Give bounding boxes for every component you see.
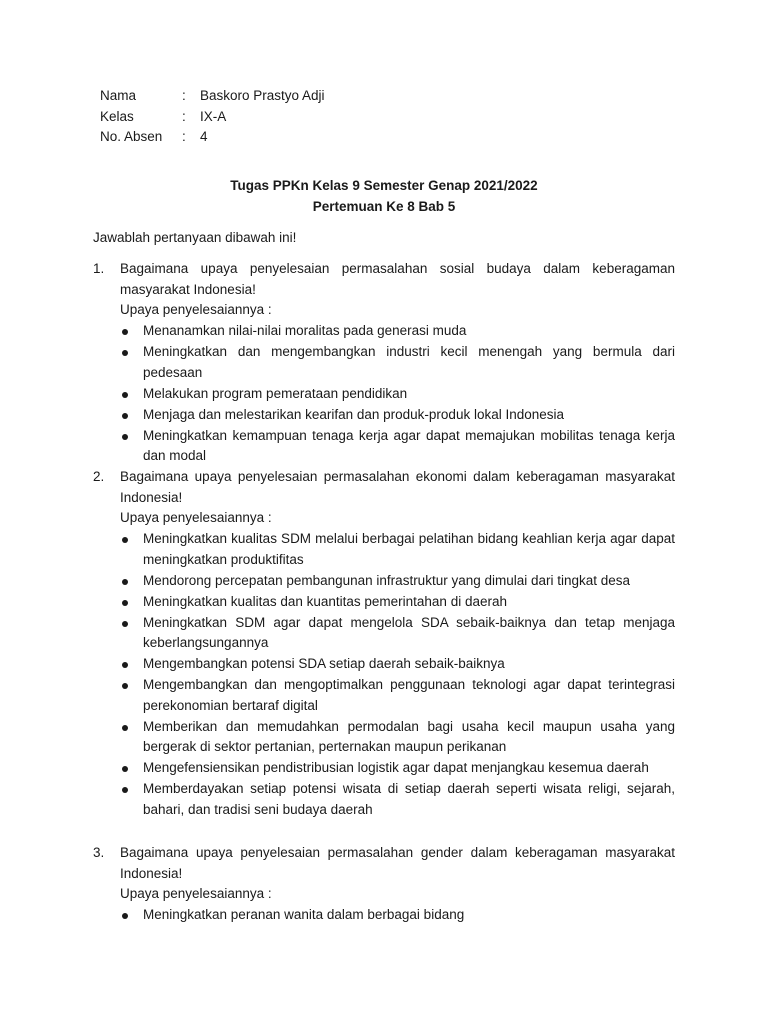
answer-list <box>120 905 675 926</box>
answer-list <box>120 321 675 467</box>
list-item <box>120 592 675 613</box>
instruction-text: Jawablah pertanyaan dibawah ini! <box>93 230 297 245</box>
document-subtitle: Pertemuan Ke 8 Bab 5 <box>312 199 456 214</box>
bullet-icon <box>122 434 128 440</box>
list-item <box>120 675 675 716</box>
bullet-icon <box>122 537 128 543</box>
list-item <box>120 758 675 779</box>
question-text: Bagaimana upaya penyelesaian permasalahan gender dalam keberagaman masyarakat Indonesia! <box>120 845 675 881</box>
question-number: 3. <box>93 845 105 860</box>
list-item <box>120 717 675 758</box>
answer-text: Memberdayakan setiap potensi wisata di setiap daerah seperti wisata religi, sejarah, bahari, dan tradisi seni budaya daerah <box>143 781 675 817</box>
answer-text: Meningkatkan kualitas SDM melalui berbagai pelatihan bidang keahlian kerja agar dapat meningkatkan produktifitas <box>143 531 675 567</box>
question-3 <box>93 843 675 926</box>
list-item <box>120 405 675 426</box>
identity-value: Baskoro Prastyo Adji <box>200 88 325 103</box>
question-text: Bagaimana upaya penyelesaian permasalahan sosial budaya dalam keberagaman masyarakat Indonesia! <box>120 261 675 297</box>
bullet-icon <box>122 913 128 919</box>
answer-heading: Upaya penyelesaiannya : <box>120 886 272 901</box>
document-title: Tugas PPKn Kelas 9 Semester Genap 2021/2022 <box>230 178 538 193</box>
identity-colon: : <box>182 88 186 103</box>
bullet-icon <box>122 621 128 627</box>
bullet-icon <box>122 725 128 731</box>
list-item <box>120 654 675 675</box>
bullet-icon <box>122 329 128 335</box>
answer-text: Menjaga dan melestarikan kearifan dan produk-produk lokal Indonesia <box>143 406 565 422</box>
question-number: 2. <box>93 469 105 484</box>
answer-text: Mengefensiensikan pendistribusian logistik agar dapat menjangkau kesemua daerah <box>143 760 649 775</box>
bullet-icon <box>122 392 128 398</box>
answer-text: Meningkatkan peranan wanita dalam berbagai bidang <box>143 907 465 922</box>
identity-label: Kelas <box>100 108 134 124</box>
bullet-icon <box>122 787 128 793</box>
answer-heading: Upaya penyelesaiannya : <box>120 510 272 525</box>
identity-label: Nama <box>100 88 137 103</box>
bullet-icon <box>122 683 128 689</box>
list-item <box>120 571 675 592</box>
identity-colon: : <box>182 108 186 124</box>
answer-text: Memberikan dan memudahkan permodalan bagi usaha kecil maupun usaha yang bergerak di sektor pertanian, perternakan maupun perikanan <box>143 718 675 754</box>
bullet-icon <box>122 350 128 356</box>
list-item <box>120 384 675 405</box>
answer-text: Mendorong percepatan pembangunan infrastruktur yang dimulai dari tingkat desa <box>143 572 631 588</box>
list-item <box>120 905 675 926</box>
bullet-icon <box>122 600 128 606</box>
question-text: Bagaimana upaya penyelesaian permasalahan ekonomi dalam keberagaman masyarakat Indonesia! <box>120 469 675 505</box>
answer-text: Mengembangkan potensi SDA setiap daerah sebaik-baiknya <box>143 656 505 671</box>
list-item <box>120 321 675 342</box>
bullet-icon <box>122 579 128 585</box>
answer-text: Meningkatkan kualitas dan kuantitas pemerintahan di daerah <box>143 593 507 609</box>
bullet-icon <box>122 766 128 772</box>
answer-heading: Upaya penyelesaiannya : <box>120 302 272 317</box>
question-2 <box>93 467 675 820</box>
bullet-icon <box>122 662 128 668</box>
identity-value: IX-A <box>200 108 227 124</box>
list-item <box>120 779 675 820</box>
question-number: 1. <box>93 261 105 276</box>
bullet-icon <box>122 413 128 419</box>
list-item <box>120 529 675 570</box>
identity-label: No. Absen <box>100 129 163 144</box>
answer-text: Menanamkan nilai-nilai moralitas pada generasi muda <box>143 323 467 338</box>
answer-list <box>120 529 675 820</box>
answer-text: Meningkatkan kemampuan tenaga kerja agar dapat memajukan mobilitas tenaga kerja dan modal <box>143 427 675 463</box>
answer-text: Meningkatkan dan mengembangkan industri kecil menengah yang bermula dari pedesaan <box>143 344 675 380</box>
question-1 <box>93 259 675 467</box>
answer-text: Meningkatkan SDM agar dapat mengelola SDA sebaik-baiknya dan tetap menjaga keberlangsungannya <box>143 614 675 650</box>
list-item <box>120 342 675 383</box>
answer-text: Melakukan program pemerataan pendidikan <box>143 385 408 401</box>
answer-text: Mengembangkan dan mengoptimalkan penggunaan teknologi agar dapat terintegrasi perekonomian bertaraf digital <box>143 677 675 713</box>
identity-value: 4 <box>200 129 208 144</box>
identity-colon: : <box>182 129 186 144</box>
list-item <box>120 613 675 654</box>
list-item <box>120 426 675 467</box>
